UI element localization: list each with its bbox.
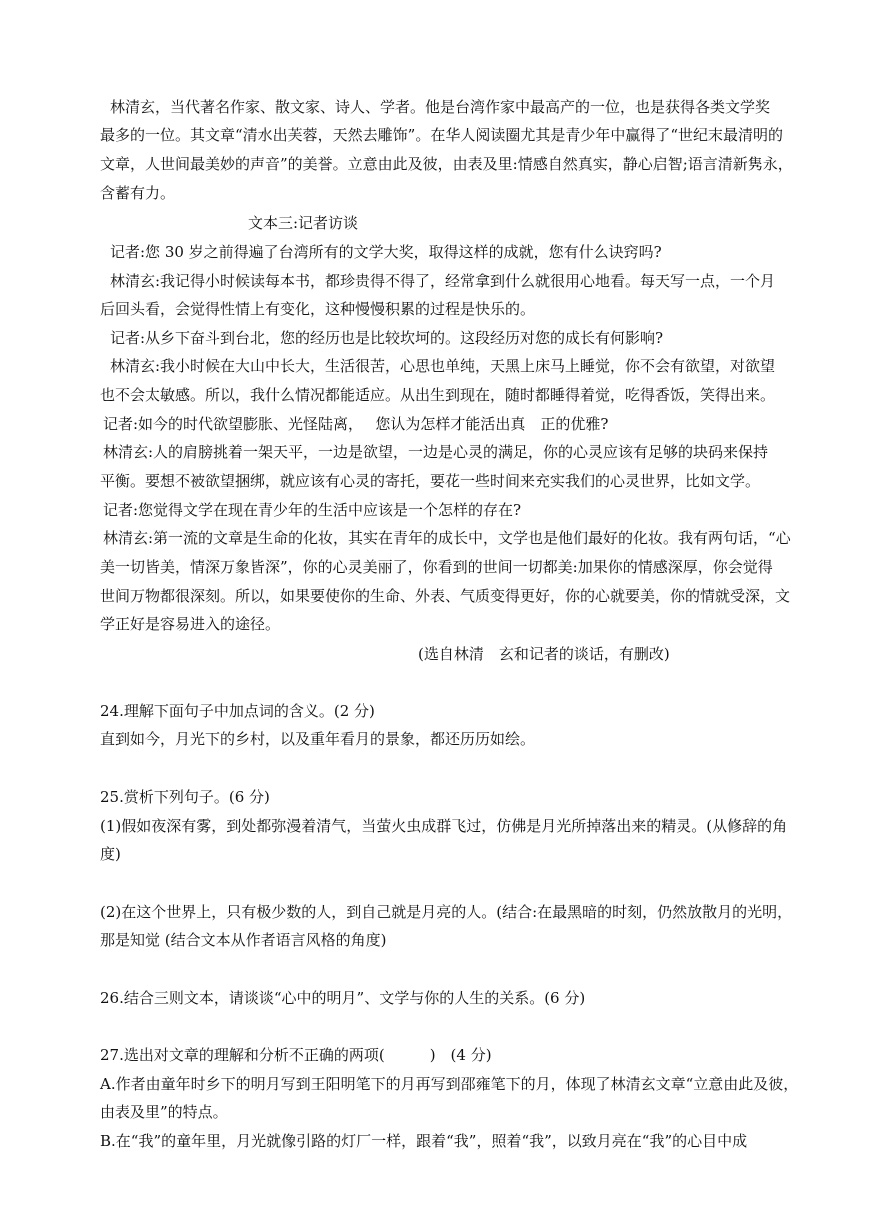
intro-line-1: 林清玄，当代著名作家、散文家、诗人、学者。他是台湾作家中最高产的一位，也是获得各类文学奖: [110, 98, 771, 116]
interview-line-3: 后回头看，会觉得性情上有变化，这种慢慢积累的过程是快乐的。: [100, 300, 536, 318]
q25-title: 25.赏析下列句子。(6 分): [100, 788, 270, 806]
interview-line-2: 林清玄:我记得小时候读每本书，都珍贵得不得了，经常拿到什么就很用心地看。每天写一点，一个月: [110, 272, 776, 290]
q25-item1-line1: (1)假如夜深有雾，到处都弥漫着清气，当萤火虫成群飞过，仿佛是月光所掉落出来的精灵。(从修辞的角: [100, 817, 788, 835]
q24-sentence: 直到如今，月光下的乡村，以及重年看月的景象，都还历历如绘。: [100, 730, 536, 748]
source-note: (选自林清 玄和记者的谈话，有删改): [418, 645, 670, 663]
q24-title: 24.理解下面句子中加点词的含义。(2 分): [100, 702, 375, 720]
q27-option-a-line1: A.作者由童年时乡下的明月写到王阳明笔下的月再写到邵雍笔下的月，体现了林清玄文章“立意由此及彼，: [100, 1075, 799, 1093]
q27-option-b-line1: B.在“我”的童年里，月光就像引路的灯厂一样，跟着“我”，照着“我”，以致月亮在“我”的心目中成: [100, 1132, 748, 1150]
intro-line-4: 含蓄有力。: [100, 184, 176, 202]
interview-line-9: 平衡。要想不被欲望捆绑，就应该有心灵的寄托，要花一些时间来充实我们的心灵世界，比如文学。: [100, 472, 761, 490]
interview-line-6: 也不会太敏感。所以，我什么情况都能适应。从出生到现在，随时都睡得着觉，吃得香饭，笑得出来。: [100, 386, 776, 404]
interview-line-14: 学正好是容易进入的途径。: [100, 615, 281, 633]
interview-line-1: 记者:您 30 岁之前得遍了台湾所有的文学大奖，取得这样的成就，您有什么诀窍吗?: [110, 243, 662, 261]
interview-line-8: 林清玄:人的肩膀挑着一架天平，一边是欲望，一边是心灵的满足，你的心灵应该有足够的块码来保持: [103, 443, 769, 461]
q27-title: 27.选出对文章的理解和分析不正确的两项( ) (4 分): [100, 1046, 492, 1064]
interview-line-12: 美一切皆美，情深万象皆深”，你的心灵美丽了，你看到的世间一切都美:加果你的情感深厚，你会觉得: [100, 558, 773, 576]
interview-line-7: 记者:如今的时代欲望膨胀、光怪陆离， 您认为怎样才能活出真 正的优雅?: [103, 415, 609, 433]
interview-line-10: 记者:您觉得文学在现在青少年的生活中应该是一个怎样的存在?: [103, 501, 522, 519]
interview-line-4: 记者:从乡下奋斗到台北，您的经历也是比较坎坷的。这段经历对您的成长有何影响?: [110, 329, 664, 347]
q26-title: 26.结合三则文本，请谈谈“心中的明月”、文学与你的人生的关系。(6 分): [100, 989, 586, 1007]
interview-line-5: 林清玄:我小时候在大山中长大，生活很苦，心思也单纯，天黑上床马上睡觉，你不会有欲望，对欲望: [110, 357, 776, 375]
q25-item2-line2: 那是知觉 (结合文本从作者语言风格的角度): [100, 931, 387, 949]
interview-line-11: 林清玄:第一流的文章是生命的化妆，其实在青年的成长中，文学也是他们最好的化妆。我有两句话，“心: [103, 529, 791, 547]
q25-item1-line2: 度): [100, 845, 121, 863]
text3-heading: 文本三:记者访谈: [248, 214, 359, 232]
q27-option-a-line2: 由表及里”的特点。: [100, 1103, 228, 1121]
intro-line-3: 文章，人世间最美妙的声音”的美誉。立意由此及彼，由表及里:情感自然真实，静心启智;语言清新隽永，: [100, 155, 793, 173]
q25-item2-line1: (2)在这个世界上，只有极少数的人，到自己就是月亮的人。(结合:在最黑暗的时刻，仍然放散月的光明，: [100, 903, 793, 921]
intro-line-2: 最多的一位。其文章“清水出芙蓉，天然去雕饰”。在华人阅读圈尤其是青少年中赢得了“世纪末最清明的: [100, 126, 784, 144]
interview-line-13: 世间万物都很深刻。所以，如果要使你的生命、外表、气质变得更好，你的心就要美，你的情就受深，文: [100, 587, 791, 605]
